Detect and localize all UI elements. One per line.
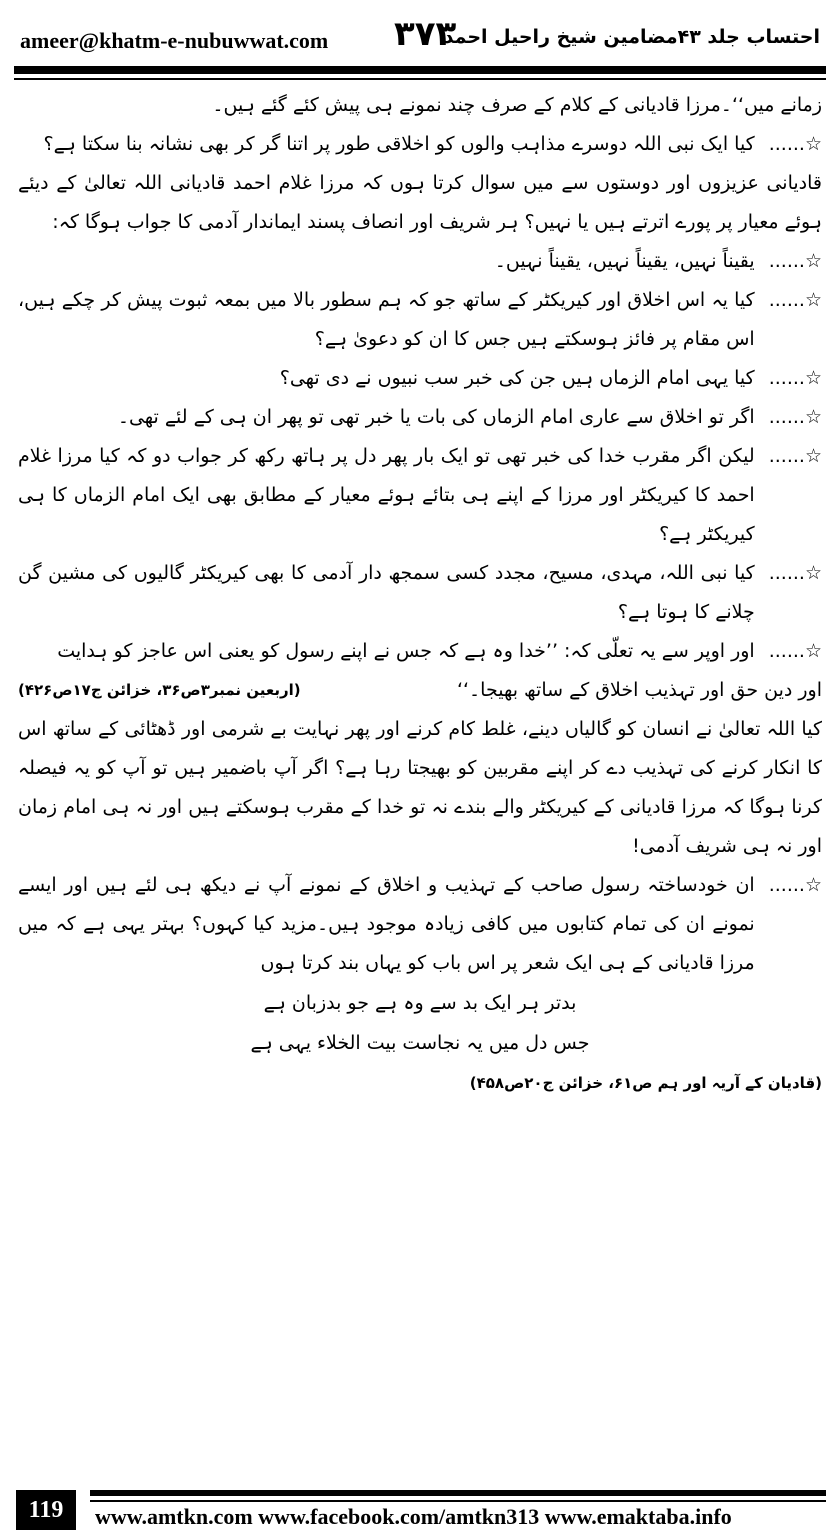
verse-line: بدتر ہر ایک بد سے وہ ہے جو بدزبان ہے bbox=[263, 992, 577, 1014]
bullet-item bbox=[18, 632, 822, 671]
paragraph-question: قادیانی عزیزوں اور دوستوں سے میں سوال کرتا ہوں کہ مرزا غلام احمد قادیانی اللہ تعالیٰ کے دیئے ہوئے معیار پر پورے اترتے ہیں یا نہیں؟ ہر شریف اور انصاف پسند ایماندار آدمی کا جواب ہوگا کہ: bbox=[18, 172, 822, 233]
footer-links: www.amtkn.com www.facebook.com/amtkn313 www.emaktaba.info bbox=[95, 1504, 732, 1529]
star-bullet-icon: ☆...... bbox=[768, 289, 822, 311]
bullet-text: ان خودساختہ رسول صاحب کے تہذیب و اخلاق کے نمونے آپ نے دیکھ ہی لئے ہیں اور ایسے نمونے ان کی تمام کتابوں میں کافی زیادہ موجود ہیں۔مزید کیا کہوں؟ بہتر یہی ہے کہ میں مرزا قادیانی کے ہی ایک شعر پر اس باب کو یہاں بند کرتا ہوں bbox=[18, 874, 755, 974]
bullet-text: یقیناً نہیں، یقیناً نہیں، یقیناً نہیں۔ bbox=[494, 250, 755, 272]
header-page-number: ۳۷۳ bbox=[394, 14, 457, 54]
verse-line: جس دل میں یہ نجاست بیت الخلاء یہی ہے bbox=[250, 1032, 590, 1054]
star-bullet-icon: ☆...... bbox=[768, 250, 822, 272]
header-title: احتساب جلد ۴۳مضامین شیخ راحیل احمد bbox=[443, 26, 820, 48]
bullet-item bbox=[18, 398, 822, 437]
bullet-text: کیا نبی اللہ، مہدی، مسیح، مجدد کسی سمجھ دار آدمی کا بھی کیریکٹر گالیوں کی مشین گن چلانے کا ہوتا ہے؟ bbox=[18, 562, 755, 623]
star-bullet-icon: ☆...... bbox=[768, 445, 822, 467]
bullet-text: اور اوپر سے یہ تعلّی کہ: ’’خدا وہ ہے کہ جس نے اپنے رسول کو یعنی اس عاجز کو ہدایت bbox=[57, 640, 755, 662]
bullet-text: کیا یہ اس اخلاق اور کیریکٹر کے ساتھ جو کہ ہم سطور بالا میں بمعہ ثبوت پیش کر چکے ہیں، اس مقام پر فائز ہوسکتے ہیں جس کا ان کو دعویٰ ہے؟ bbox=[18, 289, 755, 350]
bullet-text: اگر تو اخلاق سے عاری امام الزماں کی بات یا خبر تھی تو پھر ان ہی کے لئے تھی۔ bbox=[117, 406, 755, 428]
verse-citation: (قادیان کے آریہ اور ہم ص۶۱، خزائن ج۲۰ص۴۵۸) bbox=[469, 1074, 822, 1092]
star-bullet-icon: ☆...... bbox=[768, 874, 822, 896]
footer-page-number: 119 bbox=[16, 1490, 76, 1530]
footer-rule-thick bbox=[90, 1490, 826, 1496]
paragraph-intro: زمانے میں‘‘۔مرزا قادیانی کے کلام کے صرف چند نمونے ہی پیش کئے گئے ہیں۔ bbox=[212, 94, 822, 116]
bullet-item bbox=[18, 437, 822, 554]
bullet-item bbox=[18, 281, 822, 359]
bullet-text: لیکن اگر مقرب خدا کی خبر تھی تو ایک بار پھر دل پر ہاتھ رکھ کر جواب دو کہ کیا مرزا غلام احمد کا کیریکٹر اور مرزا کے اپنے ہی بتائے ہوئے معیار کے مطابق بھی ایک امام الزماں کا ہی کیریکٹر ہے؟ bbox=[18, 445, 755, 545]
star-bullet-icon: ☆...... bbox=[768, 406, 822, 428]
page-body bbox=[18, 86, 822, 1436]
star-bullet-icon: ☆...... bbox=[768, 367, 822, 389]
star-bullet-icon: ☆...... bbox=[768, 133, 822, 155]
header-rule-thin bbox=[14, 78, 826, 80]
bullet-item bbox=[18, 866, 822, 983]
bullet-item bbox=[18, 554, 822, 632]
page-header bbox=[14, 14, 826, 70]
header-email: ameer@khatm-e-nubuwwat.com bbox=[20, 28, 329, 53]
bullet-item bbox=[18, 242, 822, 281]
quote-continuation: اور دین حق اور تہذیب اخلاق کے ساتھ بھیجا۔‘‘ bbox=[456, 679, 822, 701]
paragraph-argument: کیا اللہ تعالیٰ نے انسان کو گالیاں دینے، غلط کام کرنے اور پھر نہایت بے شرمی اور ڈھٹائی کے ساتھ اس کا انکار کرنے کی تہذیب دے کر اپنے مقربین کو بھیجتا رہا ہے؟ اگر آپ باضمیر ہیں تو آپ کو یہ فیصلہ کرنا ہوگا کہ مرزا قادیانی کے کیریکٹر والے بندے نہ تو خدا کے مقرب ہوسکتے ہیں اور نہ ہی امام زمان اور نہ ہی شریف آدمی! bbox=[18, 718, 822, 857]
star-bullet-icon: ☆...... bbox=[768, 562, 822, 584]
reference-citation: (اربعین نمبر۳ص۳۶، خزائن ج۱۷ص۴۲۶) bbox=[18, 681, 301, 699]
bullet-item bbox=[18, 359, 822, 398]
bullet-item bbox=[18, 125, 822, 164]
bullet-text: کیا یہی امام الزماں ہیں جن کی خبر سب نبیوں نے دی تھی؟ bbox=[279, 367, 755, 389]
footer-rule-thin bbox=[90, 1500, 826, 1502]
quote-continuation-line bbox=[18, 671, 822, 710]
star-bullet-icon: ☆...... bbox=[768, 640, 822, 662]
bullet-text: کیا ایک نبی اللہ دوسرے مذاہب والوں کو اخلاقی طور پر اتنا گر کر بھی نشانہ بنا سکتا ہے؟ bbox=[43, 133, 755, 155]
header-rule-thick bbox=[14, 66, 826, 74]
